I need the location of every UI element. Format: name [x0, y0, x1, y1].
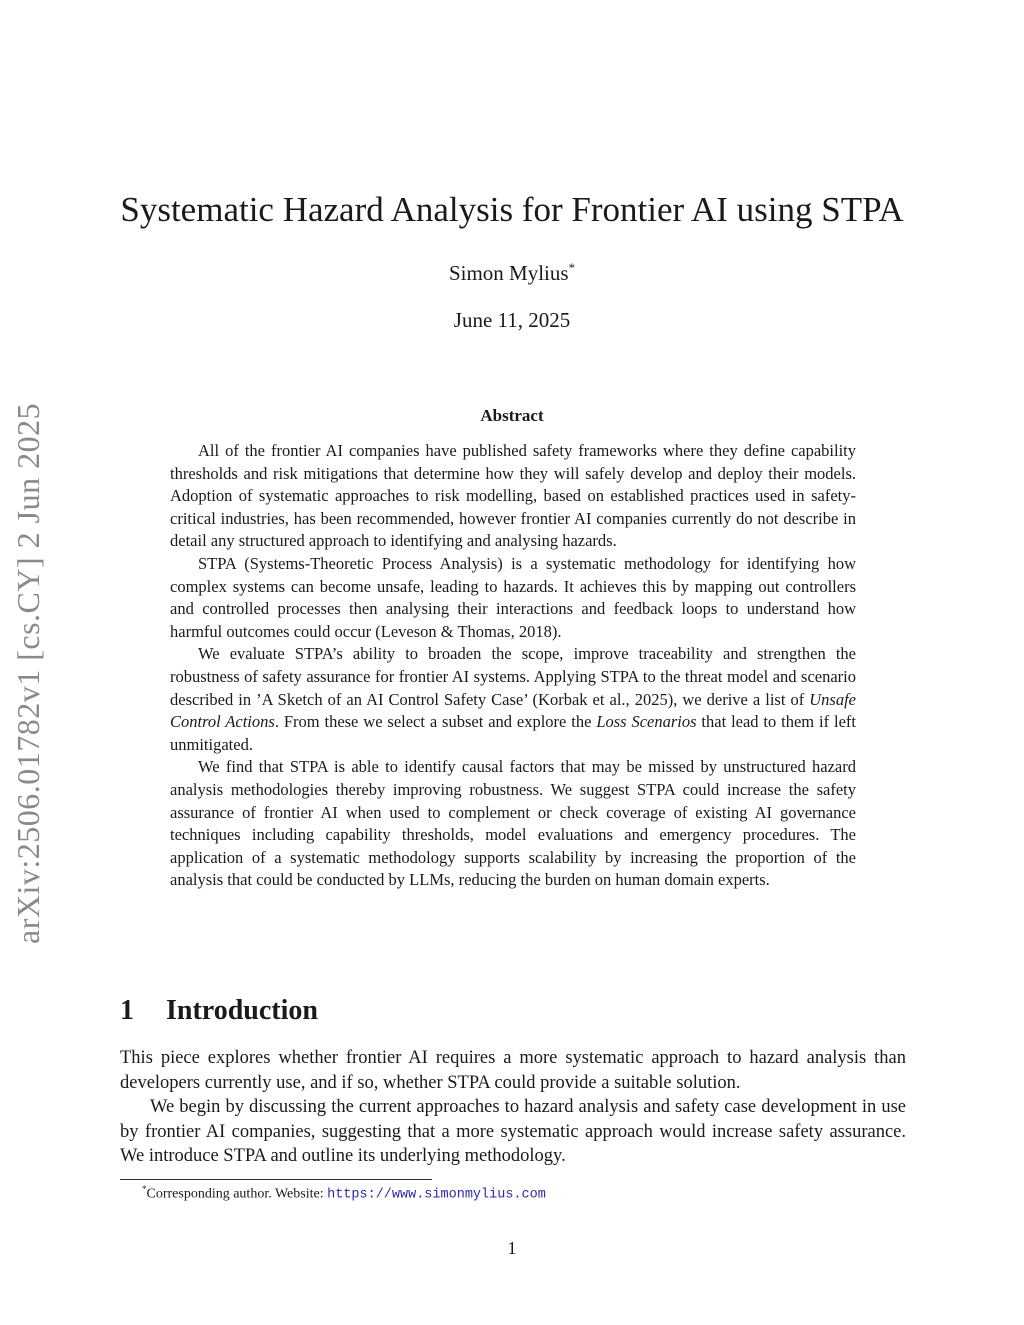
section-title: Introduction — [166, 995, 318, 1026]
abstract-p3-emphasis-1: Unsafe Control Actions — [170, 689, 856, 732]
paper-date: June 11, 2025 — [453, 308, 571, 332]
abstract-heading: Abstract — [480, 406, 544, 425]
abstract-p3-emphasis-2: Loss Scenarios — [596, 712, 697, 732]
website-link[interactable]: https://www.simonmylius.com — [327, 1187, 546, 1203]
abstract-p3-text-b: . From these we select a subset and explore the — [274, 712, 597, 732]
arxiv-identifier: arXiv:2506.01782v1 [cs.CY] 2 Jun 2025 — [10, 402, 46, 944]
abstract-p3-text-a: We evaluate STPA’s ability to broaden the scope, improve traceability and strengthen the robustness of safety assurance for frontier AI systems. Applying STPA to the threat model and scenario described in ’A Sketch of an AI Control Safety Case’ (Korbak et al., 2025), we derive a list of — [170, 644, 856, 709]
intro-paragraph-1: This piece explores whether frontier AI requires a more systematic approach to hazard analysis than developers currently use, and if so, whether STPA could provide a suitable solution. — [120, 1048, 906, 1093]
footnote-mark: * — [142, 1184, 147, 1194]
footnote-divider — [120, 1179, 432, 1180]
intro-paragraph-2: We begin by discussing the current approaches to hazard analysis and safety case development in use by frontier AI companies, suggesting that a more systematic approach would increase safety assurance. We introduce STPA and outline its underlying methodology. — [120, 1097, 906, 1166]
footnote — [142, 1184, 546, 1203]
author-footnote-mark[interactable]: * — [568, 260, 576, 275]
paper-title: Systematic Hazard Analysis for Frontier AI using STPA — [120, 190, 904, 229]
footnote-text: Corresponding author. Website: — [146, 1186, 328, 1202]
section-number: 1 — [120, 995, 134, 1026]
abstract-paragraph-2: STPA (Systems-Theoretic Process Analysis) is a systematic methodology for identifying how complex systems can become unsafe, leading to hazards. It achieves this by mapping out controllers and controlled processes then analysing their interactions and feedback loops to understand how harmful outcomes could occur (Leveson & Thomas, 2018). — [170, 553, 856, 641]
author-name: Simon Mylius — [448, 261, 569, 285]
introduction-body — [120, 1046, 906, 1169]
abstract-paragraph-1: All of the frontier AI companies have published safety frameworks where they define capability thresholds and risk mitigations that determine how they will safely develop and deploy their models. Adoption of systematic approaches to risk modelling, based on established practices used in safety-critical industries, has been recommended, however frontier AI companies currently do not describe in detail any structured approach to identifying and analysing hazards. — [170, 441, 856, 551]
page-number: 1 — [507, 1238, 517, 1258]
abstract-body — [170, 440, 856, 892]
section-heading — [120, 995, 318, 1027]
author-line — [0, 260, 1024, 286]
abstract-paragraph-4: We find that STPA is able to identify causal factors that may be missed by unstructured hazard analysis methodologies thereby improving robustness. We suggest STPA could increase the safety assurance of frontier AI when used to complement or check coverage of existing AI governance techniques including capability thresholds, model evaluations and emergency procedures. The application of a systematic methodology supports scalability by increasing the proportion of the analysis that could be conducted by LLMs, reducing the burden on human domain experts. — [170, 757, 856, 890]
abstract-paragraph-3 — [170, 643, 856, 756]
abstract-p3-text-c: that lead to them if left unmitigated. — [170, 712, 856, 754]
